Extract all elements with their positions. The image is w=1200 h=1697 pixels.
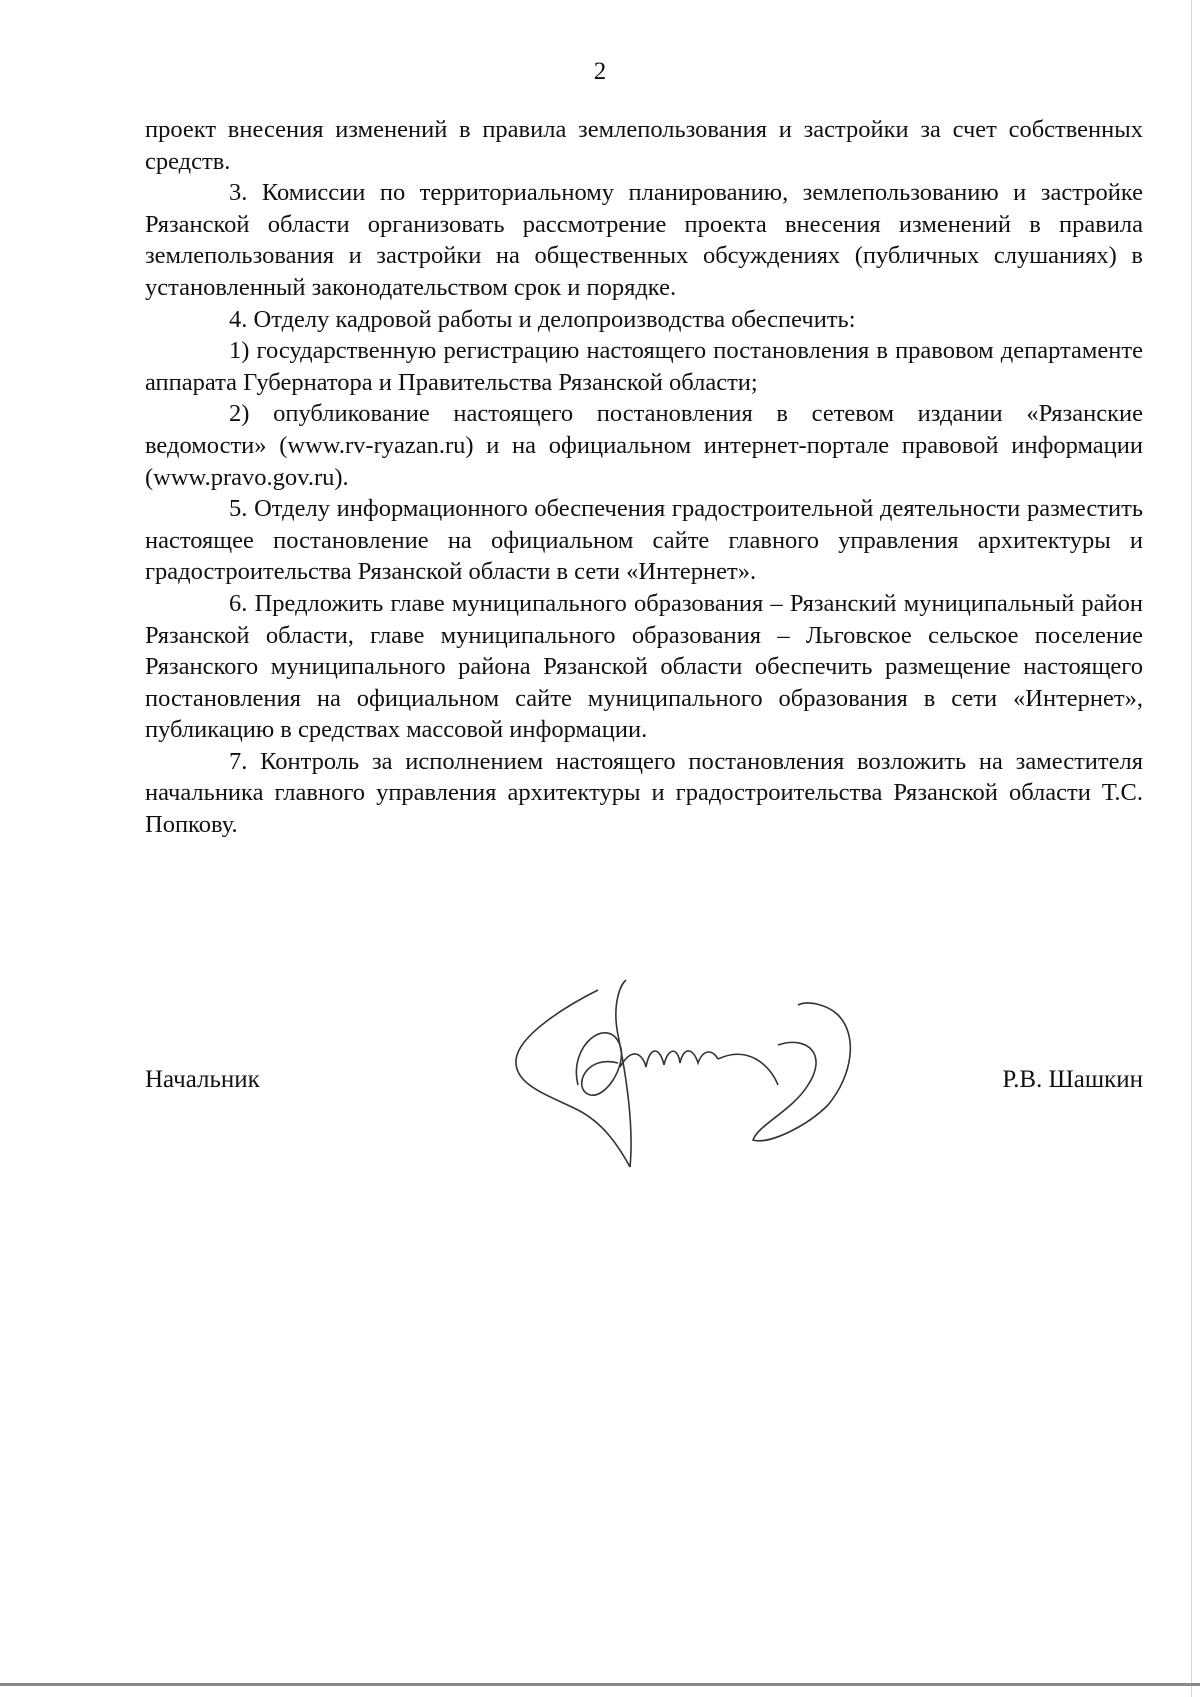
paragraph-continuation: проект внесения изменений в правила землепользования и застройки за счет собственных средств. bbox=[145, 116, 1143, 175]
paragraph-item-5: 5. Отделу информационного обеспечения градостроительной деятельности разместить настоящее постановление на официальном сайте главного управления архитектуры и градостроительства Рязанской области в сети «Интернет». bbox=[145, 495, 1143, 586]
page-edge bbox=[1191, 0, 1192, 1697]
paragraph-subitem-1: 1) государственную регистрацию настоящего постановления в правовом департаменте аппарата Губернатора и Правительства Рязанской области; bbox=[145, 337, 1143, 396]
document-body bbox=[145, 114, 1143, 841]
handwritten-signature bbox=[508, 975, 928, 1175]
paragraph-item-6: 6. Предложить главе муниципального образования – Рязанский муниципальный район Рязанской области, главе муниципального образования – Льговское сельское поселение Рязанского муниципального района Рязанской области обеспечить размещение настоящего постановления на официальном сайте муниципального образования в сети «Интернет», публикацию в средствах массовой информации. bbox=[145, 589, 1143, 744]
paragraph-subitem-2: 2) опубликование настоящего постановления в сетевом издании «Рязанские ведомости» (www.rv-ryazan.ru) и на официальном интернет-портале правовой информации (www.pravo.gov.ru). bbox=[145, 400, 1143, 491]
signatory-name: Р.В. Шашкин bbox=[1002, 1066, 1143, 1093]
page-number: 2 bbox=[593, 58, 607, 85]
scan-bottom-edge bbox=[0, 1683, 1200, 1686]
signatory-title: Начальник bbox=[145, 1066, 260, 1093]
paragraph-item-3: 3. Комиссии по территориальному планированию, землепользованию и застройке Рязанской области организовать рассмотрение проекта внесения изменений в правила землепользования и застройки на общественных обсуждениях (публичных слушаниях) в установленный законодательством срок и порядке. bbox=[145, 179, 1143, 301]
paragraph-item-4: 4. Отделу кадровой работы и делопроизводства обеспечить: bbox=[229, 305, 856, 333]
paragraph-item-7: 7. Контроль за исполнением настоящего постановления возложить на заместителя начальника главного управления архитектуры и градостроительства Рязанской области Т.С. Попкову. bbox=[145, 747, 1143, 839]
